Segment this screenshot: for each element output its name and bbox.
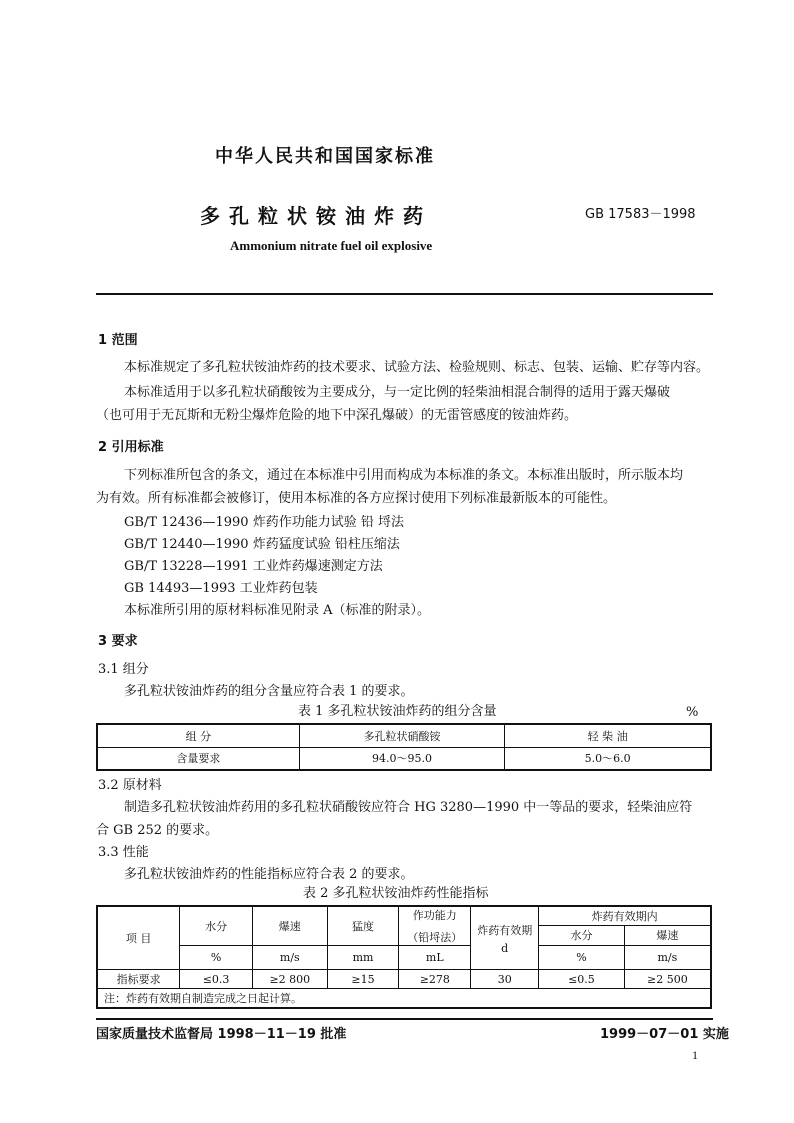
table-cell [471, 906, 539, 970]
table-cell: 水分 [539, 925, 625, 945]
table-cell: mm [327, 946, 399, 970]
table-cell: ≥15 [327, 970, 399, 989]
section-3-3-heading: 3.3 性能 [98, 845, 149, 860]
section-2-paragraph-1b: 为有效。所有标准都会被修订，使用本标准的各方应探讨使用下列标准最新版本的可能性。 [96, 491, 617, 506]
table-cell: 项 目 [97, 906, 180, 970]
table-cell: m/s [624, 946, 711, 970]
table-cell: 爆速 [624, 925, 711, 945]
section-1-heading: 1 范围 [98, 333, 138, 348]
standard-code: GB 17583－1998 [585, 207, 696, 222]
table-2-caption: 表 2 多孔粒状铵油炸药性能指标 [303, 886, 489, 901]
section-1-paragraph-1: 本标准规定了多孔粒状铵油炸药的技术要求、试验方法、检验规则、标志、包装、运输、贮存等内容。 [124, 360, 710, 375]
table-cell-line: d [501, 941, 509, 955]
table-cell: 30 [471, 970, 539, 989]
section-3-1-text: 多孔粒状铵油炸药的组分含量应符合表 1 的要求。 [124, 684, 414, 699]
table-cell: 轻 柴 油 [505, 724, 711, 747]
table-1-caption: 表 1 多孔粒状铵油炸药的组分含量 [298, 704, 497, 719]
table-cell-line: 炸药有效期 [477, 923, 533, 937]
table-cell: 组 分 [97, 724, 299, 747]
table-cell: 多孔粒状硝酸铵 [299, 724, 504, 747]
table-cell: 水分 [180, 906, 253, 946]
document-title: 多孔粒状铵油炸药 [200, 204, 432, 228]
footer-divider [96, 1018, 713, 1020]
section-1-paragraph-2b: （也可用于无瓦斯和无粉尘爆炸危险的地下中深孔爆破）的无雷管感度的铵油炸药。 [96, 408, 578, 423]
section-3-2-text-a: 制造多孔粒状铵油炸药用的多孔粒状硝酸铵应符合 HG 3280—1990 中一等品的要求，轻柴油应符 [124, 800, 693, 815]
table-cell: ≤0.5 [539, 970, 625, 989]
table-1 [96, 723, 712, 771]
section-3-heading: 3 要求 [98, 634, 138, 649]
table-cell: ≤0.3 [180, 970, 253, 989]
section-3-1-heading: 3.1 组分 [98, 662, 149, 677]
page-number: 1 [692, 1048, 698, 1062]
section-2-heading: 2 引用标准 [98, 440, 164, 455]
reference-item: GB/T 12436—1990 炸药作功能力试验 铅 埒法 [124, 515, 404, 530]
table-cell [399, 906, 471, 946]
table-cell: ≥278 [399, 970, 471, 989]
table-2-note: 注：炸药有效期自制造完成之日起计算。 [97, 989, 711, 1008]
table-cell-line: （铅埒法） [407, 931, 463, 944]
table-cell: 指标要求 [97, 970, 180, 989]
table-1-unit: % [686, 705, 699, 720]
table-cell: 猛度 [327, 906, 399, 946]
table-cell: 炸药有效期内 [539, 906, 711, 925]
table-cell-line: 作功能力 [412, 909, 457, 922]
table-cell: % [539, 946, 625, 970]
reference-item: GB/T 12440—1990 炸药猛度试验 铅柱压缩法 [124, 537, 400, 552]
section-1-paragraph-2a: 本标准适用于以多孔粒状硝酸铵为主要成分，与一定比例的轻柴油相混合制得的适用于露天爆破 [124, 385, 671, 400]
table-cell: ≥2 800 [252, 970, 327, 989]
table-cell: 94.0～95.0 [299, 747, 504, 770]
table-cell: 含量要求 [97, 747, 299, 770]
table-cell: % [180, 946, 253, 970]
table-cell: 爆速 [252, 906, 327, 946]
table-cell: mL [399, 946, 471, 970]
section-3-2-heading: 3.2 原材料 [98, 778, 162, 793]
table-cell: 5.0～6.0 [505, 747, 711, 770]
national-standard-title: 中华人民共和国国家标准 [215, 146, 435, 167]
english-title: Ammonium nitrate fuel oil explosive [230, 238, 433, 253]
header-divider [96, 293, 713, 295]
reference-item: GB 14493—1993 工业炸药包装 [124, 581, 318, 596]
section-3-2-text-b: 合 GB 252 的要求。 [96, 823, 219, 838]
section-3-3-text: 多孔粒状铵油炸药的性能指标应符合表 2 的要求。 [124, 867, 414, 882]
section-2-paragraph-2: 本标准所引用的原材料标准见附录 A（标准的附录）。 [124, 603, 431, 618]
table-cell: m/s [252, 946, 327, 970]
table-2 [96, 905, 712, 1009]
section-2-paragraph-1a: 下列标准所包含的条文，通过在本标准中引用而构成为本标准的条文。本标准出版时，所示版本均 [124, 468, 684, 483]
implementation-date: 1999－07－01 实施 [600, 1027, 729, 1042]
table-cell: ≥2 500 [624, 970, 711, 989]
reference-item: GB/T 13228—1991 工业炸药爆速测定方法 [124, 559, 383, 574]
approval-line: 国家质量技术监督局 1998－11－19 批准 [96, 1027, 347, 1042]
